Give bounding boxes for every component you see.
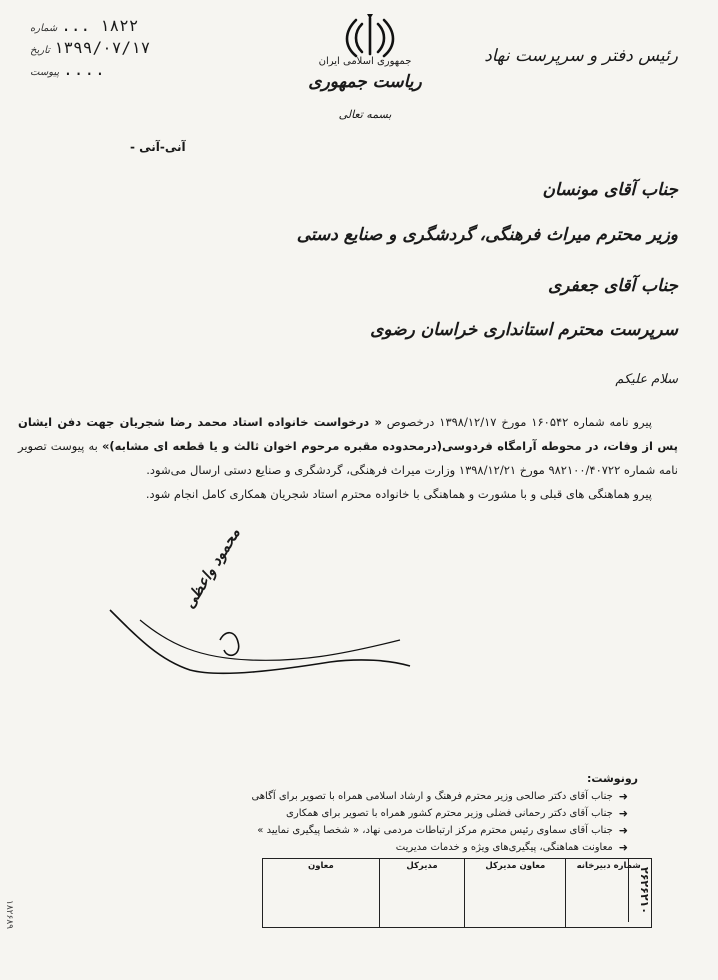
urgency-mark: آنی-آنی - <box>130 140 186 154</box>
cc-title: رونوشت: <box>586 772 638 785</box>
cc-item <box>251 822 628 839</box>
arrow-left-icon: ➜ <box>618 841 628 854</box>
routing-cell-deputy <box>263 859 380 928</box>
cc-item-text: جناب آقای دکتر رحمانی فضلی وزیر محترم کشور همراه با تصویر برای همکاری <box>286 808 613 819</box>
attachment-row <box>30 60 210 82</box>
arrow-left-icon: ➜ <box>618 824 628 837</box>
routing-header-secretariat: شماره دبیرخانه <box>576 861 641 871</box>
arrow-left-icon: ➜ <box>618 790 628 803</box>
signer-name: محمود واعظی <box>180 524 244 612</box>
arrow-left-icon: ➜ <box>618 807 628 820</box>
date-value: ۱۳۹۹/۰۷/۱۷ <box>53 38 151 57</box>
routing-header-deputy: معاون <box>307 861 334 871</box>
cc-item <box>251 805 628 822</box>
date-row <box>30 38 210 60</box>
top-addressee: رئیس دفتر و سرپرست نهاد <box>484 46 678 66</box>
cc-item <box>251 788 628 805</box>
routing-table <box>262 858 652 928</box>
letter-meta <box>30 16 210 82</box>
body-paragraph-1 <box>18 410 678 482</box>
cc-item-text: جناب آقای سماوی رئیس محترم مرکز ارتباطات مردمی نهاد، « شخصا پیگیری نمایید » <box>257 825 613 836</box>
routing-cell-deputy-dg <box>465 859 566 928</box>
routing-header-deputy-dg: معاون مدیرکل <box>485 861 546 871</box>
side-code: ۱۸۲۶۸۹ <box>4 900 14 930</box>
attachment-value: .... <box>63 60 106 79</box>
body-p1-intro: پیرو نامه شماره ۱۶۰۵۴۲ مورخ ۱۳۹۸/۱۲/۱۷ درخصوص <box>386 415 652 429</box>
letter-body <box>18 410 678 506</box>
org-line-country: جمهوری اسلامی ایران <box>318 56 412 67</box>
recipient-1-name: جناب آقای مونسان <box>542 180 678 200</box>
org-line-presidency: ریاست جمهوری <box>308 72 422 92</box>
date-label: تاریخ <box>30 45 50 56</box>
recipient-2-title: سرپرست محترم استانداری خراسان رضوی <box>370 320 678 340</box>
recipient-2-name: جناب آقای جعفری <box>548 276 678 296</box>
routing-code: ۲۶۲۶۲۱۰ <box>628 858 651 922</box>
attachment-label: پیوست <box>30 67 60 78</box>
number-value: ۱۸۲۲ ... <box>61 16 139 35</box>
cc-item-text: معاونت هماهنگی، پیگیری‌های ویژه و خدمات مدیریت <box>395 842 613 853</box>
body-p1-attachment: به پیوست تصویر نامه شماره ۹۸۲۱۰۰/۴۰۷۲۲ مورخ ۱۳۹۸/۱۲/۲۱ وزارت میراث فرهنگی، گردشگری و صنایع دستی ارسال می‌شود. <box>18 439 678 477</box>
cc-item <box>251 839 628 856</box>
org-line-bismillah: بسمه تعالی <box>338 108 392 121</box>
routing-header-dg: مدیرکل <box>406 861 438 871</box>
body-paragraph-2: پیرو هماهنگی های قبلی و با مشورت و هماهنگی با خانواده محترم استاد شجریان همکاری کامل انجام شود. <box>145 487 652 501</box>
number-label: شماره <box>30 23 58 34</box>
signature-stroke <box>100 600 420 690</box>
cc-item-text: جناب آقای دکتر صالحی وزیر محترم فرهنگ و ارشاد اسلامی همراه با تصویر برای آگاهی <box>251 791 613 802</box>
body-p1-subject: « درخواست خانواده استاد محمد رضا شجریان جهت دفن ایشان پس از وفات، در محوطه آرامگاه فردوسی(درمحدوده مقبره مرحوم اخوان ثالث و یا قطعه ای مشابه)» <box>18 415 679 453</box>
recipient-1-title: وزیر محترم میراث فرهنگی، گردشگری و صنایع دستی <box>296 225 678 245</box>
routing-cell-dg <box>379 859 465 928</box>
cc-list <box>251 788 628 856</box>
number-row <box>30 16 210 38</box>
salutation: سلام علیکم <box>615 372 678 387</box>
